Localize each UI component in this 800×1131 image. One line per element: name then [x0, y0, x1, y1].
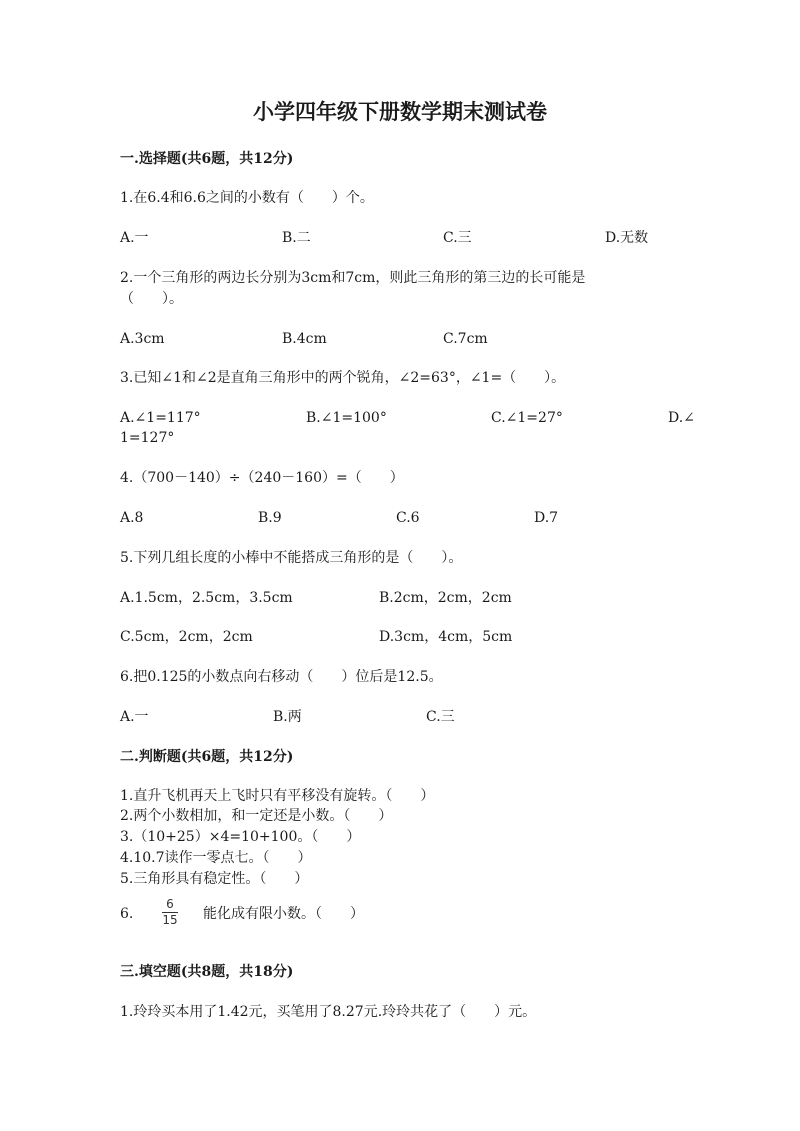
option-c: C.∠1=27°	[491, 410, 563, 426]
option-b: B.4cm	[282, 331, 327, 347]
option-b: B.2cm，2cm，2cm	[379, 590, 512, 606]
option-a: A.一	[120, 230, 149, 246]
option-c: C.7cm	[443, 331, 488, 347]
option-b: B.二	[282, 230, 311, 246]
question-stem: 2.一个三角形的两边长分别为3cm和7cm，则此三角形的第三边的长可能是	[120, 270, 586, 286]
option-b: B.∠1=100°	[306, 410, 387, 426]
question-stem-continuation: （ ）。	[120, 291, 183, 307]
option-a: A.一	[120, 709, 149, 725]
section-heading-choice: 一.选择题(共6题，共12分)	[120, 151, 294, 167]
option-c: C.5cm，2cm，2cm	[120, 629, 253, 645]
option-d-wrap: 1=127°	[120, 430, 175, 446]
option-a: A.8	[120, 510, 144, 526]
option-d: D.∠	[668, 410, 695, 426]
fraction	[160, 898, 180, 927]
question-stem: 3.已知∠1和∠2是直角三角形中的两个锐角，∠2=63°，∠1=（ ）。	[120, 370, 566, 386]
question-stem: 5.下列几组长度的小棒中不能搭成三角形的是（ ）。	[120, 550, 463, 566]
judgement-item: 2.两个小数相加，和一定还是小数。（ ）	[120, 808, 393, 824]
option-d: D.无数	[605, 230, 649, 246]
judgement-item-number: 6.	[120, 906, 134, 922]
option-c: C.三	[443, 230, 472, 246]
fraction-denominator: 15	[162, 913, 178, 927]
option-a: A.∠1=117°	[120, 410, 201, 426]
option-d: D.7	[534, 510, 559, 526]
question-stem: 1.在6.4和6.6之间的小数有（ ）个。	[120, 190, 374, 206]
judgement-item: 5.三角形具有稳定性。（ ）	[120, 871, 309, 887]
option-a: A.1.5cm，2.5cm，3.5cm	[120, 590, 293, 606]
option-b: B.9	[258, 510, 282, 526]
question-stem: 6.把0.125的小数点向右移动（ ）位后是12.5。	[120, 669, 443, 685]
option-d: D.3cm，4cm，5cm	[379, 629, 513, 645]
judgement-item: 4.10.7读作一零点七。（ ）	[120, 850, 312, 866]
question-stem: 4.（700－140）÷（240－160）=（ ）	[120, 470, 404, 486]
judgement-item: 3.（10+25）×4=10+100。（ ）	[120, 829, 361, 845]
option-c: C.6	[396, 510, 420, 526]
section-heading-fill-blank: 三.填空题(共8题，共18分)	[120, 964, 294, 980]
option-c: C.三	[426, 709, 455, 725]
exam-title: 小学四年级下册数学期末测试卷	[253, 99, 547, 124]
option-a: A.3cm	[120, 331, 165, 347]
option-b: B.两	[273, 709, 302, 725]
question-stem: 1.玲玲买本用了1.42元，买笔用了8.27元.玲玲共花了（ ）元。	[120, 1004, 537, 1020]
judgement-item: 能化成有限小数。（ ）	[203, 906, 364, 922]
section-heading-judgement: 二.判断题(共6题，共12分)	[120, 749, 294, 765]
judgement-item: 1.直升飞机再天上飞时只有平移没有旋转。（ ）	[120, 788, 435, 804]
fraction-numerator: 6	[166, 897, 174, 911]
